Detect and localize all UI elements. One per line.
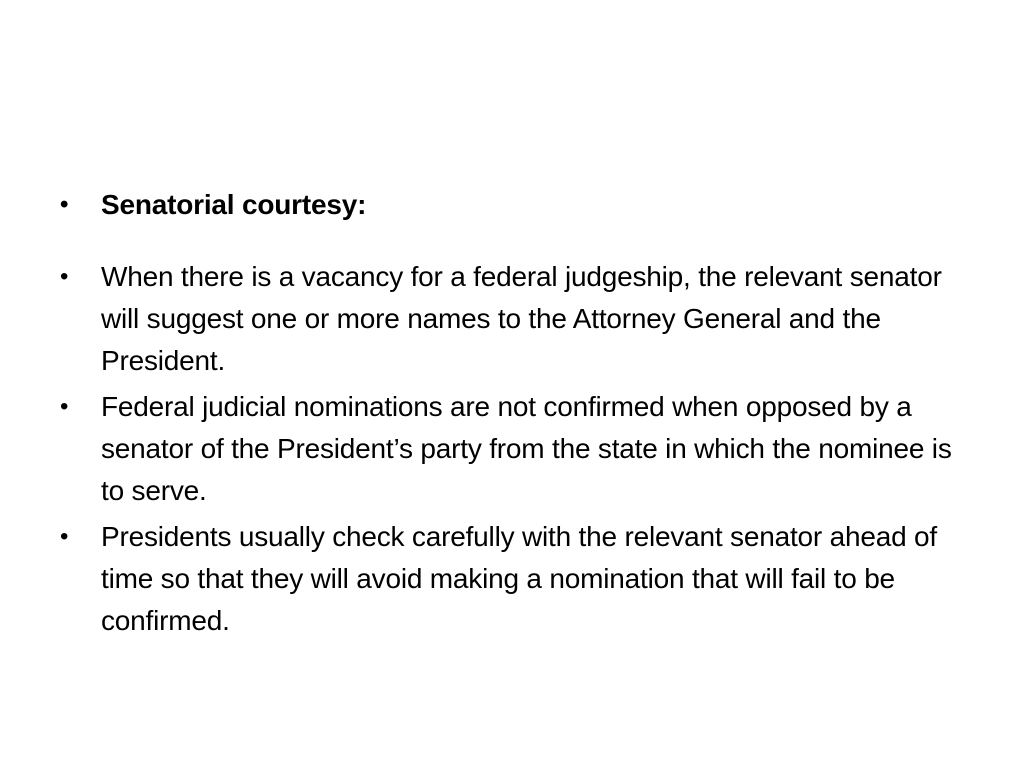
bullet-text: Senatorial courtesy: [101,189,367,220]
bullet-icon: • [60,191,69,218]
bullet-item-confirmation [60,386,980,512]
bullet-item-heading [60,184,980,226]
bullet-text: Presidents usually check carefully with the relevant senator ahead of time so that they will avoid making a nomination that will fail to be confirmed. [101,521,938,636]
bullet-icon: • [60,523,69,550]
bullet-text: Federal judicial nominations are not confirmed when opposed by a senator of the President’s party from the state in which the nominee is to serve. [101,391,952,506]
bullet-item-presidents [60,516,980,642]
bullet-text: When there is a vacancy for a federal judgeship, the relevant senator will suggest one or more names to the Attorney General and the President. [101,261,942,376]
bullet-icon: • [60,263,69,290]
bullet-item-vacancy [60,256,980,382]
bullet-list [60,184,980,646]
bullet-icon: • [60,393,69,420]
